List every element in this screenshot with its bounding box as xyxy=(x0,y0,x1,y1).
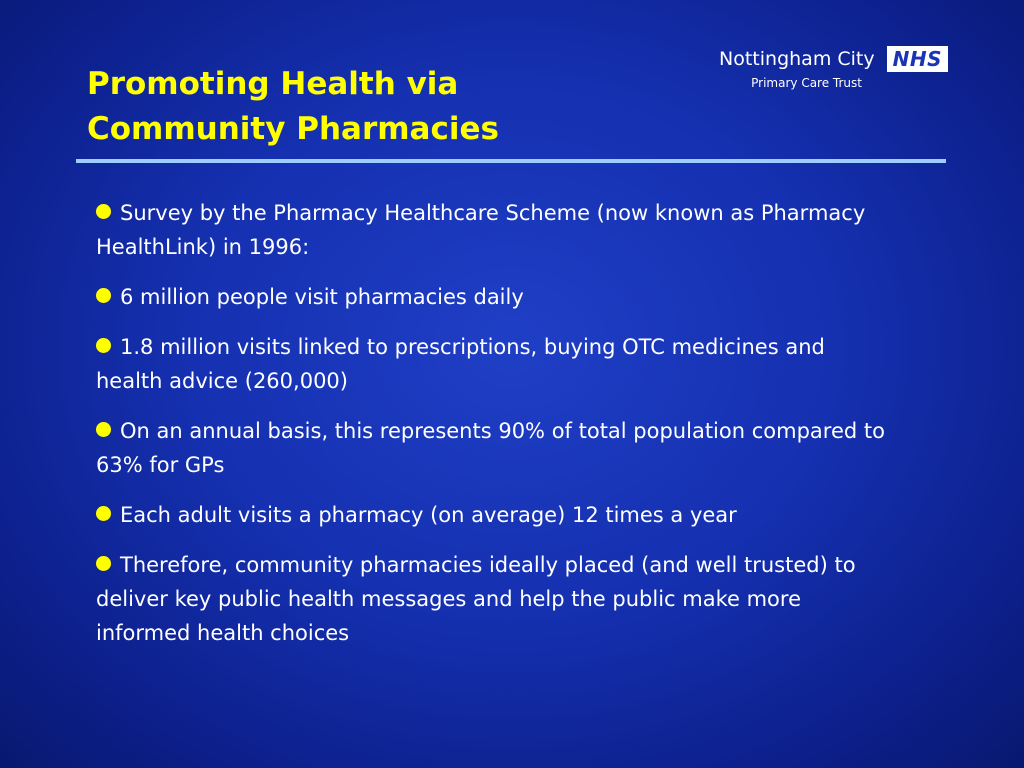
bullet-item xyxy=(96,196,896,264)
bullet-dot-icon xyxy=(96,422,111,437)
nhs-trust-logo xyxy=(719,44,948,92)
bullet-item xyxy=(96,280,896,314)
title-divider xyxy=(76,159,946,163)
bullet-dot-icon xyxy=(96,338,111,353)
bullet-text: On an annual basis, this represents 90% of total population compared to 63% for GPs xyxy=(96,419,885,477)
bullet-item xyxy=(96,498,896,532)
nhs-logo-badge: NHS xyxy=(887,46,948,72)
bullet-list xyxy=(96,196,896,666)
bullet-dot-icon xyxy=(96,204,111,219)
bullet-dot-icon xyxy=(96,506,111,521)
bullet-item xyxy=(96,414,896,482)
bullet-item xyxy=(96,548,896,650)
bullet-text: Therefore, community pharmacies ideally placed (and well trusted) to deliver key public health messages and help the public make more informed health choices xyxy=(96,553,856,645)
bullet-text: Survey by the Pharmacy Healthcare Scheme (now known as Pharmacy HealthLink) in 1996: xyxy=(96,201,866,259)
logo-subtitle: Primary Care Trust xyxy=(751,76,862,90)
bullet-item xyxy=(96,330,896,398)
bullet-text: 1.8 million visits linked to prescriptions, buying OTC medicines and health advice (260,000) xyxy=(96,335,825,393)
logo-top-row xyxy=(719,44,948,74)
slide-title xyxy=(87,62,499,152)
logo-org-name: Nottingham City xyxy=(719,48,875,70)
bullet-text: Each adult visits a pharmacy (on average) 12 times a year xyxy=(120,503,737,527)
bullet-text: 6 million people visit pharmacies daily xyxy=(120,285,524,309)
bullet-dot-icon xyxy=(96,288,111,303)
slide-title-line-1: Promoting Health via xyxy=(87,66,459,102)
bullet-dot-icon xyxy=(96,556,111,571)
slide-title-line-2: Community Pharmacies xyxy=(87,111,499,147)
